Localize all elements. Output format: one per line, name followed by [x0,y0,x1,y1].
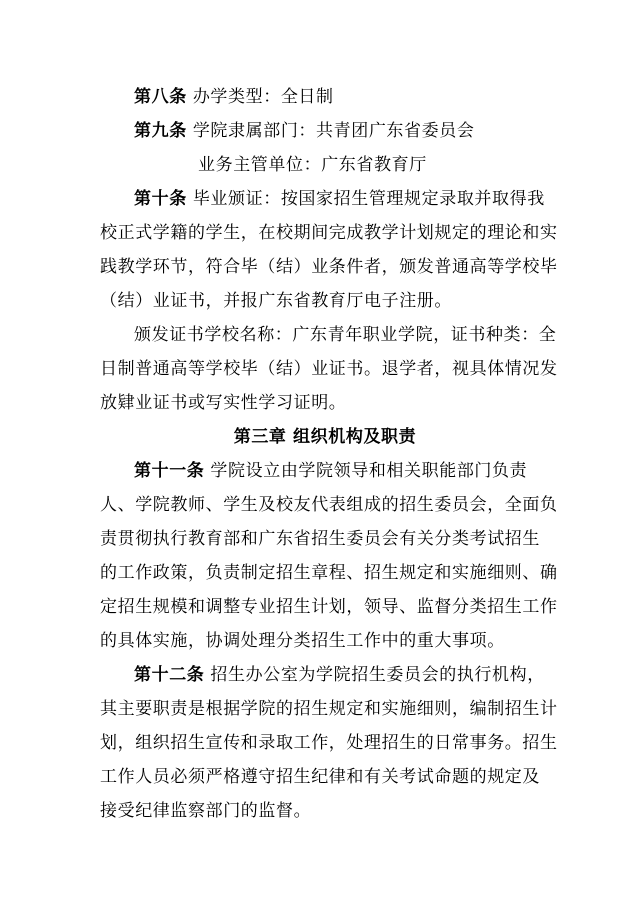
article-10-label: 第十条 [134,189,187,209]
article-12-line-4: 工作人员必须严格遵守招生纪律和有关考试命题的规定及 [100,767,540,787]
article-11-line-1 [134,454,584,488]
article-10-line-3: 践教学环节，符合毕（结）业条件者，颁发普通高等学校毕 [100,257,558,277]
article-12-text: 招生办公室为学院招生委员会的执行机构， [210,665,545,685]
article-10-text: 毕业颁证：按国家招生管理规定录取并取得我 [192,189,545,209]
article-10-para2-line-3: 放肄业证书或写实性学习证明。 [100,393,347,413]
article-11-line-5: 定招生规模和调整专业招生计划，领导、监督分类招生工作 [100,597,558,617]
article-11-line-3: 责贯彻执行教育部和广东省招生委员会有关分类考试招生 [100,529,540,549]
article-10-line-2: 校正式学籍的学生，在校期间完成教学计划规定的理论和实 [100,223,558,243]
article-11-text: 学院设立由学院领导和相关职能部门负责 [210,461,528,481]
article-8-text: 办学类型：全日制 [192,87,334,107]
article-11-line-4: 的工作政策，负责制定招生章程、招生规定和实施细则、确 [100,563,558,583]
article-12-label: 第十二条 [134,665,205,685]
article-12-line-3: 划，组织招生宣传和录取工作，处理招生的日常事务。招生 [100,733,558,753]
article-9-continuation: 业务主管单位：广东省教育厅 [198,155,427,175]
article-11-line-6: 的具体实施，协调处理分类招生工作中的重大事项。 [100,631,505,651]
article-10-line-4: （结）业证书，并报广东省教育厅电子注册。 [100,291,452,311]
article-8-label: 第八条 [134,87,187,107]
article-12-line-5: 接受纪律监察部门的监督。 [100,801,312,821]
article-9-label: 第九条 [134,121,187,141]
article-10-para2-line-2: 日制普通高等学校毕（结）业证书。退学者，视具体情况发 [100,359,558,379]
chapter-3-heading: 第三章 组织机构及职责 [233,427,417,447]
article-9-text: 学院隶属部门：共青团广东省委员会 [192,121,475,141]
article-12-line-1 [134,658,584,692]
article-9 [134,114,584,148]
article-8 [134,80,584,114]
article-11-label: 第十一条 [134,461,205,481]
article-11-line-2: 人、学院教师、学生及校友代表组成的招生委员会，全面负 [100,495,558,515]
article-10-para2-line-1: 颁发证书学校名称：广东青年职业学院，证书种类：全 [134,325,557,345]
article-12-line-2: 其主要职责是根据学院的招生规定和实施细则，编制招生计 [100,699,558,719]
article-10-line-1 [134,182,584,216]
